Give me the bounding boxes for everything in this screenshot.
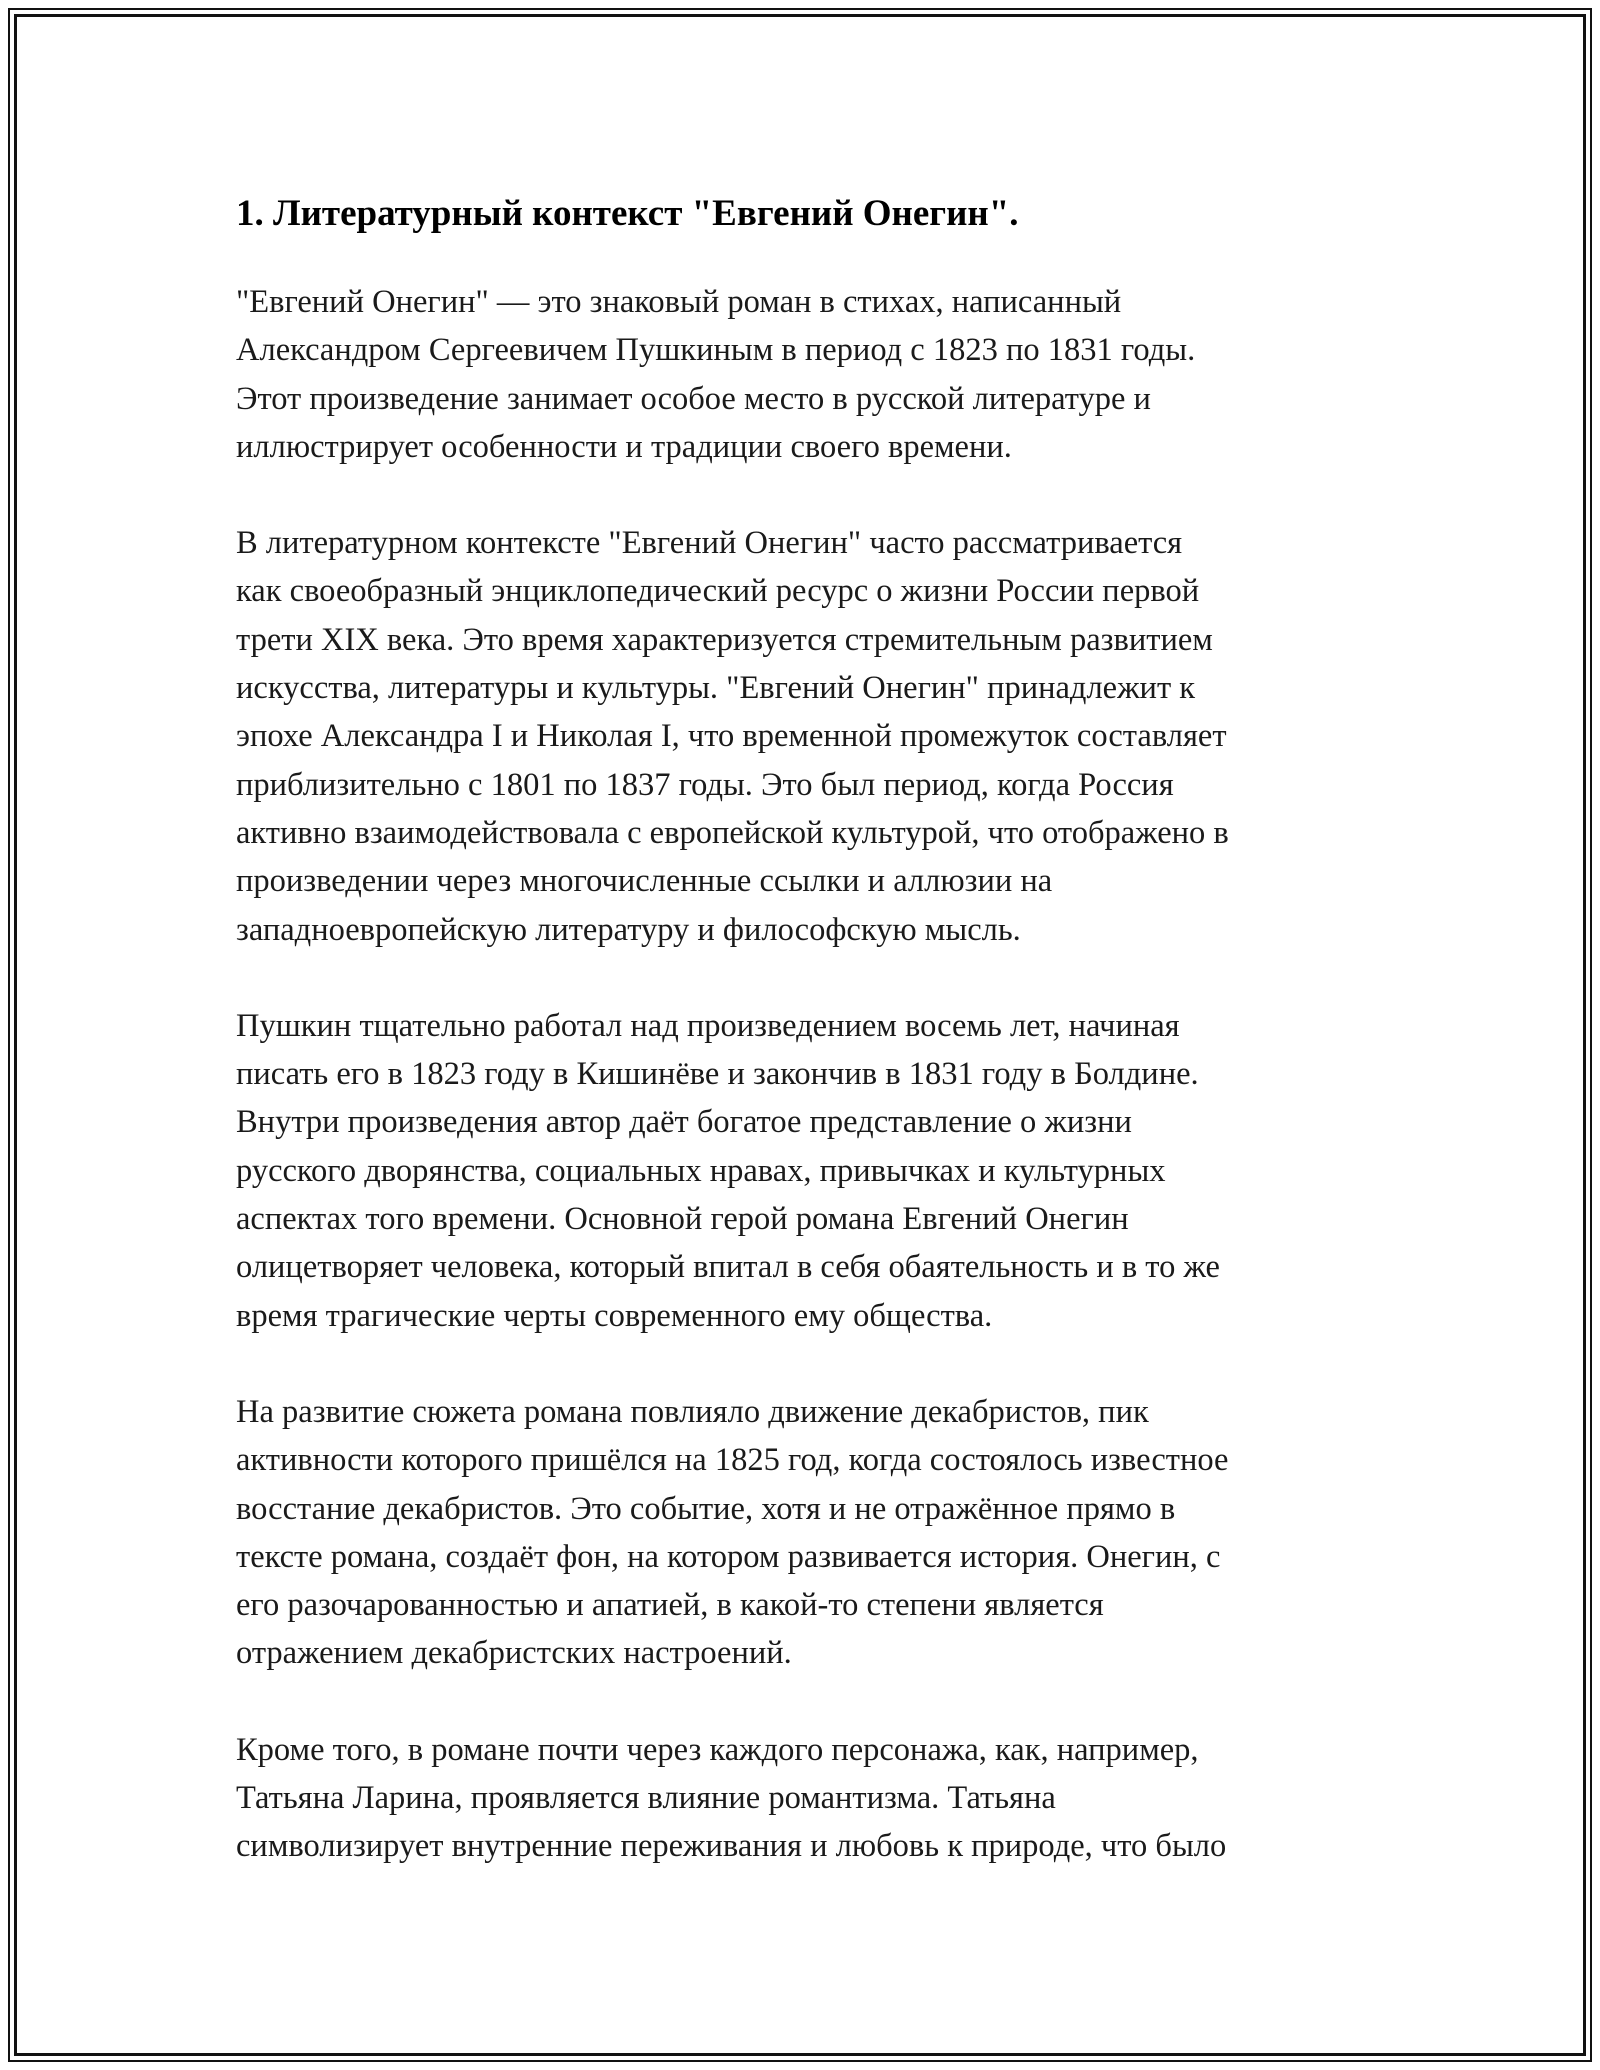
paragraph-line: приблизительно с 1801 по 1837 годы. Это был период, когда Россия [236,766,1174,803]
paragraph-line: тексте романа, создаёт фон, на котором развивается история. Онегин, с [236,1538,1221,1575]
paragraph-line: активности которого пришёлся на 1825 год, когда состоялось известное [236,1442,1229,1479]
paragraph-line: символизирует внутренние переживания и любовь к природе, что было [236,1828,1227,1865]
paragraph-line: русского дворянства, социальных нравах, привычках и культурных [236,1152,1166,1189]
paragraph-line: Внутри произведения автор даёт богатое представление о жизни [236,1104,1132,1141]
paragraph-line: искусства, литературы и культуры. "Евгений Онегин" принадлежит к [236,670,1196,707]
paragraph-line: произведении через многочисленные ссылки и аллюзии на [236,863,1053,900]
paragraph-line: писать его в 1823 году в Кишинёве и закончив в 1831 году в Болдине. [236,1056,1199,1093]
paragraph-line: как своеобразный энциклопедический ресурс о жизни России первой [236,573,1200,610]
paragraph-line: На развитие сюжета романа повлияло движение декабристов, пик [236,1393,1149,1430]
paragraph-line: эпохе Александра I и Николая I, что временной промежуток составляет [236,718,1227,755]
paragraph-line: Этот произведение занимает особое место в русской литературе и [236,380,1151,417]
paragraph-3 [236,1002,1396,1340]
paragraph-line: отражением декабристских настроений. [236,1635,792,1672]
paragraph-line: трети XIX века. Это время характеризуется стремительным развитием [236,621,1213,658]
paragraph-line: его разочарованностью и апатией, в какой-то степени является [236,1587,1104,1624]
paragraph-4 [236,1388,1396,1678]
paragraph-1 [236,278,1396,471]
paragraph-line: иллюстрирует особенности и традиции своего времени. [236,428,1012,465]
paragraph-line: активно взаимодействовала с европейской культурой, что отображено в [236,814,1229,851]
paragraph-line: В литературном контексте "Евгений Онегин" часто рассматривается [236,525,1183,562]
section-heading: 1. Литературный контекст "Евгений Онегин". [236,193,1019,234]
paragraph-line: западноевропейскую литературу и философскую мысль. [236,911,1021,948]
document-body [236,186,1396,1919]
paragraph-line: аспектах того времени. Основной герой романа Евгений Онегин [236,1201,1129,1238]
paragraph-line: Пушкин тщательно работал над произведением восемь лет, начиная [236,1007,1180,1044]
paragraph-line: время трагические черты современного ему общества. [236,1297,993,1334]
paragraph-line: "Евгений Онегин" — это знаковый роман в стихах, написанный [236,284,1122,320]
paragraph-5 [236,1726,1396,1871]
paragraph-line: Александром Сергеевичем Пушкиным в период с 1823 по 1831 годы. [236,332,1196,369]
paragraph-line: Кроме того, в романе почти через каждого персонажа, как, например, [236,1731,1199,1768]
paragraph-2 [236,519,1396,954]
paragraph-line: олицетворяет человека, который впитал в себя обаятельность и в то же [236,1249,1220,1286]
paragraph-line: восстание декабристов. Это событие, хотя и не отражённое прямо в [236,1490,1176,1527]
paragraph-line: Татьяна Ларина, проявляется влияние романтизма. Татьяна [236,1780,1056,1817]
